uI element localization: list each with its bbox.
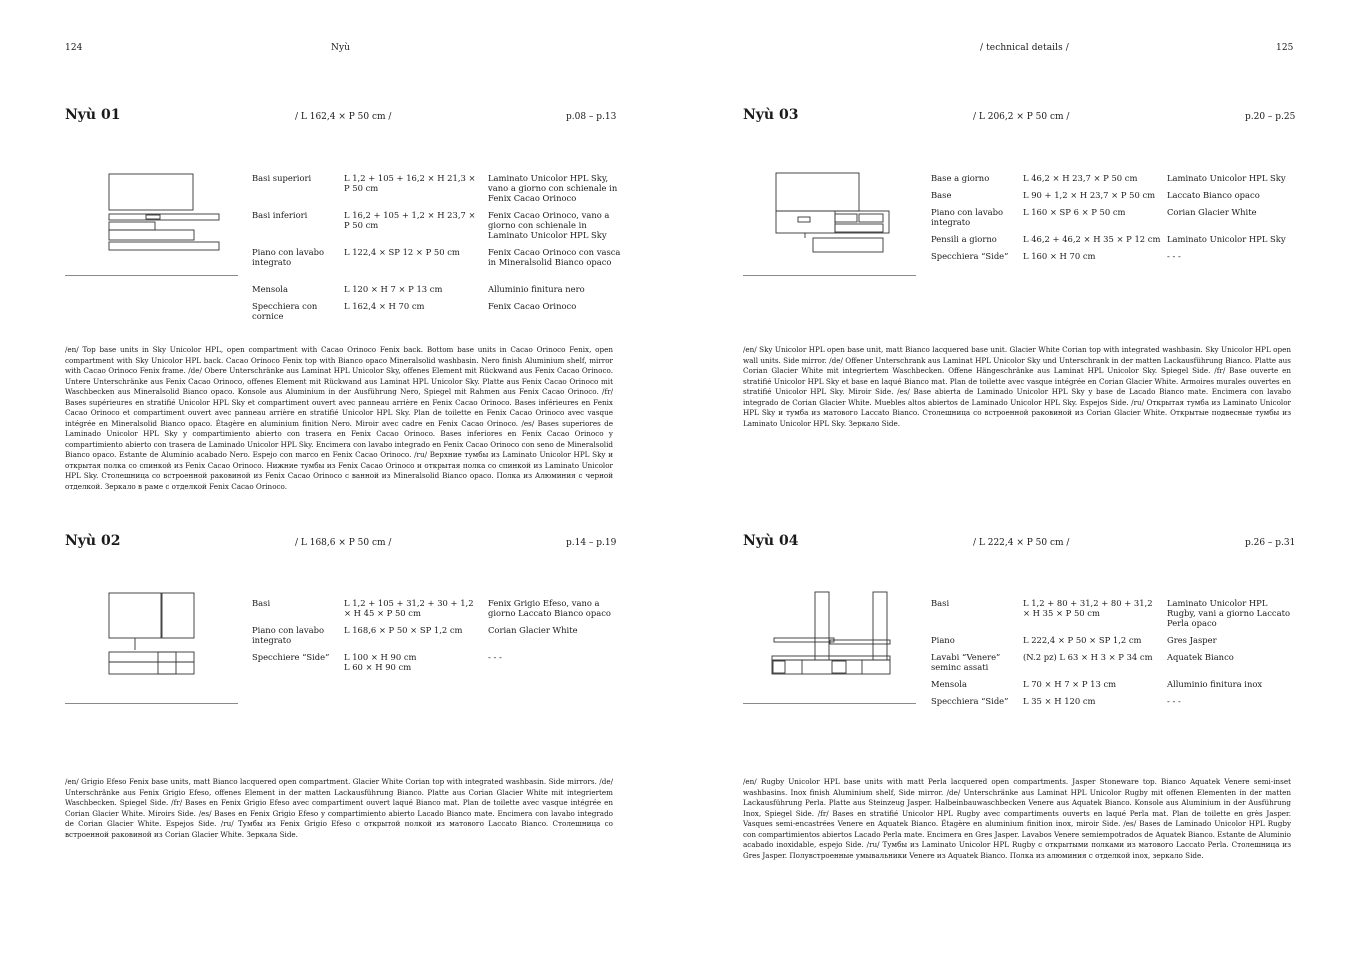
spec-table-nyu-03 bbox=[931, 173, 1311, 273]
spec-finish: Corian Glacier White bbox=[1167, 207, 1257, 217]
right-page-number: 125 bbox=[1276, 43, 1294, 53]
spec-finish: - - - bbox=[1167, 251, 1181, 261]
divider-nyu-04 bbox=[743, 703, 916, 704]
spec-item: Base a giorno bbox=[931, 173, 990, 183]
spec-size: L 46,2 × H 23,7 × P 50 cm bbox=[1023, 173, 1138, 183]
product-dimensions-nyu-01: / L 162,4 × P 50 cm / bbox=[295, 112, 392, 122]
spec-size: L 90 + 1,2 × H 23,7 × P 50 cm bbox=[1023, 190, 1156, 200]
spec-size: L 160 × SP 6 × P 50 cm bbox=[1023, 207, 1126, 217]
product-dimensions-nyu-02: / L 168,6 × P 50 cm / bbox=[295, 538, 392, 548]
nyu-01-drawing bbox=[100, 170, 230, 260]
nyu-03-drawing bbox=[770, 170, 890, 260]
spec-finish: Alluminio finitura inox bbox=[1167, 679, 1263, 689]
spec-item: Specchiera “Side” bbox=[931, 251, 1009, 261]
spec-item: Piano con lavabo integrato bbox=[931, 207, 1003, 227]
spec-finish: Fenix Cacao Orinoco bbox=[488, 301, 577, 311]
spec-item: Basi bbox=[931, 598, 950, 608]
spec-size: L 162,4 × H 70 cm bbox=[344, 301, 425, 311]
spec-item: Piano bbox=[931, 635, 955, 645]
spec-finish: - - - bbox=[1167, 696, 1181, 706]
spec-size: L 122,4 × SP 12 × P 50 cm bbox=[344, 247, 460, 257]
spec-item: Specchiere “Side” bbox=[252, 652, 330, 662]
spec-finish: Laccato Bianco opaco bbox=[1167, 190, 1260, 200]
left-running-title: Nyù bbox=[331, 43, 351, 53]
product-description-nyu-03: /en/ Sky Unicolor HPL open base unit, matt Bianco lacquered base unit. Glacier White Corian top with integrated washbasin. Sky Unicolor HPL open wall units. Side mirror. /de/ Offener Unterschrank aus Laminat HPL Unicolor Sky und Unterschrank in der matten Lackausführung Bianco. Platte aus Corian Glacier White mit integriertem Waschbecken. Offene Hängeschränke aus Laminat HPL Unicolor Sky. Spiegel Side. /fr/ Base ouverte en stratifié Unicolor HPL Sky et base en laqué Bianco mat. Plan de toilette avec vasque intégrée en Corian Glacier White. Armoires murales ouvertes en stratifié Unicolor HPL Sky. Miroir Side. /es/ Base abierta de Laminado Unicolor HPL Sky y base de Lacado Bianco mate. Encimera con lavabo integrado de Corian Glacier White. Muebles altos abiertos de Laminado Unicolor HPL Sky. Espejos Side. /ru/ Открытая тумба из Laminato Unicolor HPL Sky и тумба из матового Laccato Bianco. Столешница со встроенной раковиной из Corian Glacier White. Открытые подвесные тумбы из Laminato Unicolor HPL Sky. Зеркало Side. bbox=[743, 345, 1291, 428]
spec-item: Mensola bbox=[931, 679, 967, 689]
spec-finish: Aquatek Bianco bbox=[1167, 652, 1234, 662]
spec-finish: Fenix Grigio Efeso, vano a giorno Laccato Bianco opaco bbox=[488, 598, 611, 618]
spec-size: L 168,6 × P 50 × SP 1,2 cm bbox=[344, 625, 463, 635]
spec-finish: Fenix Cacao Orinoco, vano a giorno con schienale in Laminato Unicolor HPL Sky bbox=[488, 210, 610, 240]
spec-size: L 1,2 + 105 + 16,2 × H 21,3 × P 50 cm bbox=[344, 173, 476, 193]
spec-item: Basi inferiori bbox=[252, 210, 308, 220]
spec-table-nyu-04 bbox=[931, 598, 1311, 713]
product-pages-nyu-01: p.08 – p.13 bbox=[566, 112, 617, 122]
product-title-nyu-02: Nyù 02 bbox=[65, 533, 121, 549]
spec-size: (N.2 pz) L 63 × H 3 × P 34 cm bbox=[1023, 652, 1153, 662]
spec-item: Basi bbox=[252, 598, 271, 608]
spec-item: Specchiera “Side” bbox=[931, 696, 1009, 706]
spec-size: L 120 × H 7 × P 13 cm bbox=[344, 284, 443, 294]
spec-item: Piano con lavabo integrato bbox=[252, 625, 324, 645]
spec-size: L 70 × H 7 × P 13 cm bbox=[1023, 679, 1117, 689]
product-description-nyu-04: /en/ Rugby Unicolor HPL base units with matt Perla lacquered open compartments. Jasper Stoneware top. Bianco Aquatek Venere semi-inset washbasins. Inox finish Aluminium shelf, Side mirror. /de/ Unterschränke aus Laminat HPL Unicolor Rugby mit offenen Elementen in der matten Lackausführung Perla. Platte aus Steinzeug Jasper. Halbeinbauwaschbecken Venere aus Aquatek Bianco. Konsole aus Aluminium in der Ausführung Inox, Spiegel Side. /fr/ Bases en stratifié Unicolor HPL Rugby avec compartiments ouverts en laqué Perla mat. Plan de toilette en grès Jasper. Vasques semi-encastrées Venere en Aquatek Bianco. Étagère en aluminium finition inox, miroir Side. /es/ Bases de Laminado Unicolor HPL Rugby con compartimientos abiertos Lacado Perla mate. Encimera en Gres Jasper. Lavabos Venere semiempotrados de Aquatek Bianco. Estante de Aluminio acabado inoxidable, espejo Side. /ru/ Тумбы из Laminato Unicolor HPL Rugby с открытыми полками из матового Laccato Perla. Столешница из Gres Jasper. Полувстроенные умывальники Venere из Aquatek Bianco. Полка из алюминия с отделкой inox, зеркало Side. bbox=[743, 777, 1291, 860]
spec-item: Basi superiori bbox=[252, 173, 312, 183]
nyu-02-drawing bbox=[100, 590, 210, 685]
spec-size: L 100 × H 90 cm L 60 × H 90 cm bbox=[344, 652, 417, 672]
spec-item: Pensili a giorno bbox=[931, 234, 997, 244]
spec-item: Base bbox=[931, 190, 952, 200]
spec-size: L 16,2 + 105 + 1,2 × H 23,7 × P 50 cm bbox=[344, 210, 476, 230]
spec-finish: Corian Glacier White bbox=[488, 625, 578, 635]
left-page-number: 124 bbox=[65, 43, 83, 53]
spec-size: L 1,2 + 105 + 31,2 + 30 + 1,2 × H 45 × P 50 cm bbox=[344, 598, 474, 618]
product-dimensions-nyu-04: / L 222,4 × P 50 cm / bbox=[973, 538, 1070, 548]
spec-finish: Laminato Unicolor HPL Sky bbox=[1167, 234, 1286, 244]
spec-table-nyu-02 bbox=[252, 598, 632, 688]
spec-finish: Alluminio finitura nero bbox=[488, 284, 585, 294]
spec-size: L 222,4 × P 50 × SP 1,2 cm bbox=[1023, 635, 1142, 645]
right-section-title: / technical details / bbox=[980, 43, 1069, 53]
product-description-nyu-01: /en/ Top base units in Sky Unicolor HPL, open compartment with Cacao Orinoco Fenix back. Bottom base units in Cacao Orinoco Fenix, open compartment with Sky Unicolor HPL back. Cacao Orinoco Fenix top with Bianco opaco Mineralsolid washbasin. Nero finish Aluminium shelf, mirror with Cacao Orinoco Fenix frame. /de/ Obere Unterschränke aus Laminat HPL Unicolor Sky, offenes Element mit Rückwand aus Fenix Cacao Orinoco. Untere Unterschränke aus Fenix Cacao Orinoco, offenes Element mit Rückwand aus Laminat HPL Unicolor Sky. Platte aus Fenix Cacao Orinoco mit Waschbecken aus Mineralsolid Bianco opaco. Konsole aus Aluminium in der Ausführung Nero, Spiegel mit Rahmen aus Fenix Cacao Orinoco. /fr/ Bases supérieures en stratifié Unicolor HPL Sky et compartiment ouvert avec panneau arrière en Fenix Cacao Orinoco. Bases inférieures en Fenix Cacao Orinoco et compartiment ouvert avec panneau arrière en stratifié Unicolor HPL Sky. Plan de toilette en Fenix Cacao Orinoco avec vasque intégrée en Mineralsolid Bianco opaco. Étagère en aluminium finition Nero. Miroir avec cadre en Fenix Cacao Orinoco. /es/ Bases superiores de Laminado Unicolor HPL Sky y compartimiento abierto con trasera en Fenix Cacao Orinoco. Bases inferiores en Fenix Cacao Orinoco y compartimiento abierto con trasera de Laminado Unicolor HPL Sky. Encimera con lavabo integrado en Fenix Cacao Orinoco con seno de Mineralsolid Bianco opaco. Estante de Aluminio acabado Nero. Espejo con marco en Fenix Cacao Orinoco. /ru/ Верхние тумбы из Laminato Unicolor HPL Sky и открытая полка со спинкой из Fenix Cacao Orinoco. Нижние тумбы из Fenix Cacao Orinoco и открытая полка со спинкой из Laminato Unicolor HPL Sky. Столешница со встроенной раковиной из Fenix Cacao Orinoco с ванной из Mineralsolid Bianco opaco. Полка из Алюминия с черной отделкой. Зеркало в раме с отделкой Fenix Cacao Orinoco. bbox=[65, 345, 613, 491]
product-title-nyu-01: Nyù 01 bbox=[65, 107, 121, 123]
product-pages-nyu-02: p.14 – p.19 bbox=[566, 538, 617, 548]
spec-finish: - - - bbox=[488, 652, 502, 662]
spec-size: L 1,2 + 80 + 31,2 + 80 + 31,2 × H 35 × P 50 cm bbox=[1023, 598, 1153, 618]
spec-size: L 46,2 + 46,2 × H 35 × P 12 cm bbox=[1023, 234, 1161, 244]
spec-item: Mensola bbox=[252, 284, 288, 294]
spec-item: Specchiera con cornice bbox=[252, 301, 318, 321]
product-dimensions-nyu-03: / L 206,2 × P 50 cm / bbox=[973, 112, 1070, 122]
spec-finish: Laminato Unicolor HPL Rugby, vani a giorno Laccato Perla opaco bbox=[1167, 598, 1290, 628]
product-description-nyu-02: /en/ Grigio Efeso Fenix base units, matt Bianco lacquered open compartment. Glacier White Corian top with integrated washbasin. Side mirrors. /de/ Unterschränke aus Fenix Grigio Efeso, offenes Element in der matten Lackausführung Bianco. Platte aus Corian Glacier White mit integriertem Waschbecken. Spiegel Side. /fr/ Bases en Fenix Grigio Efeso avec compartiment ouvert laqué Bianco mat. Plan de toilette avec vasque intégrée en Corian Glacier White. Miroirs Side. /es/ Bases en Fenix Grigio Efeso y compartimiento abierto Lacado Bianco mate. Encimera con lavabo integrado de Corian Glacier White. Espejos Side. /ru/ Тумбы из Fenix Grigio Efeso с открытой полкой из матового Laccato Bianco. Столешница со встроенной раковиной из Corian Glacier White. Зеркала Side. bbox=[65, 777, 613, 839]
spec-finish: Laminato Unicolor HPL Sky, vano a giorno con schienale in Fenix Cacao Orinoco bbox=[488, 173, 618, 203]
spec-item: Lavabi “Venere” seminc assati bbox=[931, 652, 1001, 672]
divider-nyu-01 bbox=[65, 275, 238, 276]
product-title-nyu-04: Nyù 04 bbox=[743, 533, 799, 549]
product-pages-nyu-04: p.26 – p.31 bbox=[1245, 538, 1296, 548]
spec-item: Piano con lavabo integrato bbox=[252, 247, 324, 267]
spec-size: L 35 × H 120 cm bbox=[1023, 696, 1096, 706]
spec-size: L 160 × H 70 cm bbox=[1023, 251, 1096, 261]
spec-finish: Laminato Unicolor HPL Sky bbox=[1167, 173, 1286, 183]
divider-nyu-03 bbox=[743, 275, 916, 276]
product-title-nyu-03: Nyù 03 bbox=[743, 107, 799, 123]
nyu-04-drawing bbox=[770, 588, 900, 683]
spec-finish: Gres Jasper bbox=[1167, 635, 1217, 645]
product-pages-nyu-03: p.20 – p.25 bbox=[1245, 112, 1296, 122]
divider-nyu-02 bbox=[65, 703, 238, 704]
spec-table-nyu-01 bbox=[252, 173, 632, 333]
spec-finish: Fenix Cacao Orinoco con vasca in Mineralsolid Bianco opaco bbox=[488, 247, 621, 267]
